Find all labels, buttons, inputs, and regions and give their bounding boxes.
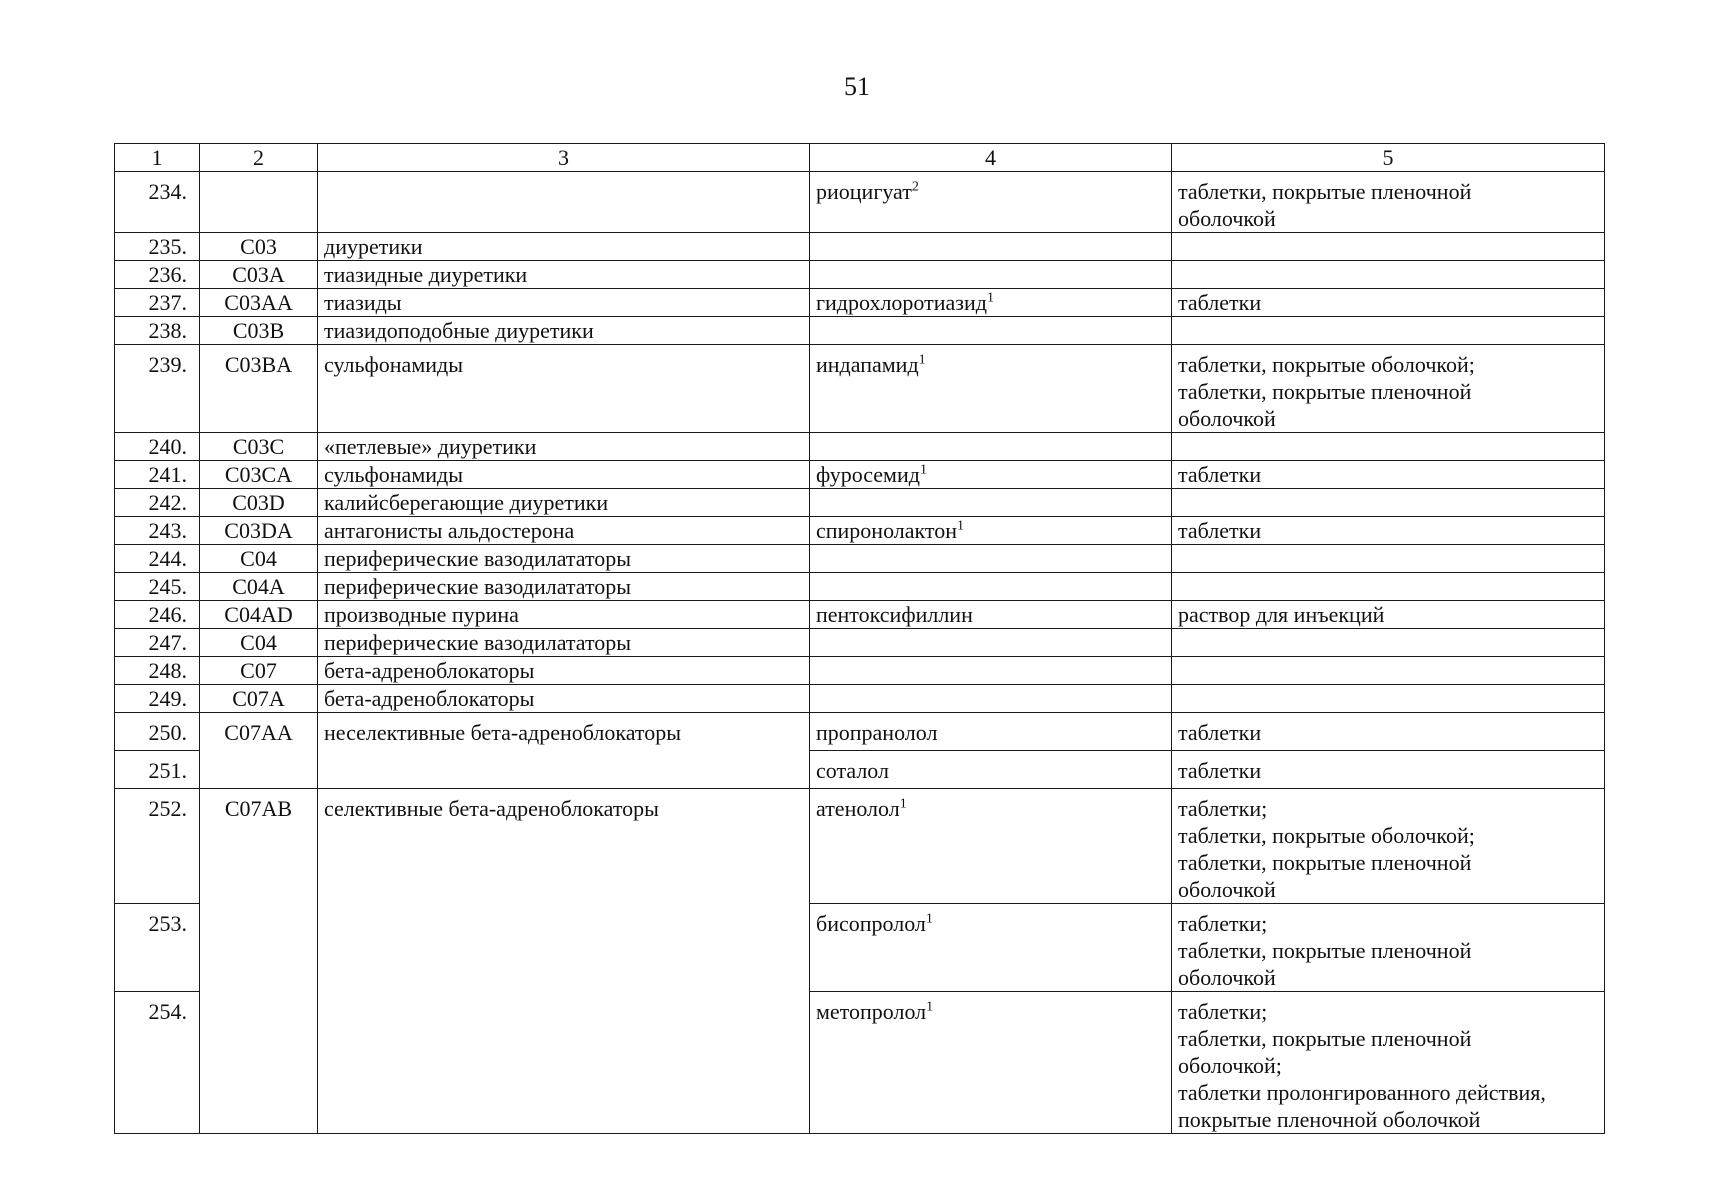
anatomical-group: калийсберегающие диуретики — [318, 489, 810, 517]
dosage-form-line: оболочкой; — [1178, 1053, 1282, 1078]
dosage-form-line: покрытые пленочной оболочкой — [1178, 1107, 1481, 1132]
anatomical-group: селективные бета-адреноблокаторы — [318, 789, 810, 1134]
row-number: 249. — [115, 685, 200, 713]
dosage-forms-cell — [1172, 489, 1605, 517]
drug-name-cell — [810, 685, 1172, 713]
row-number: 240. — [115, 433, 200, 461]
dosage-forms-cell — [1172, 657, 1605, 685]
dosage-form-line: оболочкой — [1178, 406, 1276, 431]
row-number: 244. — [115, 545, 200, 573]
anatomical-group: «петлевые» диуретики — [318, 433, 810, 461]
row-number: 246. — [115, 601, 200, 629]
row-number: 242. — [115, 489, 200, 517]
row-number: 239. — [115, 345, 200, 433]
atc-code: C03D — [200, 489, 318, 517]
dosage-forms-cell — [1172, 713, 1605, 751]
dosage-forms-cell — [1172, 751, 1605, 789]
atc-code: C03 — [200, 233, 318, 261]
dosage-forms-cell — [1172, 545, 1605, 573]
column-header: 4 — [810, 144, 1172, 172]
dosage-forms-cell — [1172, 345, 1605, 433]
table-row — [115, 789, 1605, 904]
dosage-form-line: таблетки, покрытые пленочной — [1178, 179, 1472, 204]
footnote-mark: 1 — [918, 352, 926, 368]
row-number: 238. — [115, 317, 200, 345]
anatomical-group: антагонисты альдостерона — [318, 517, 810, 545]
drug-name-cell — [810, 545, 1172, 573]
dosage-form-line: таблетки; — [1178, 911, 1268, 936]
dosage-form-line: таблетки; — [1178, 999, 1268, 1024]
atc-code: C04 — [200, 629, 318, 657]
drug-name-cell — [810, 261, 1172, 289]
anatomical-group: периферические вазодилататоры — [318, 629, 810, 657]
anatomical-group: сульфонамиды — [318, 345, 810, 433]
row-number: 236. — [115, 261, 200, 289]
atc-code: C03AA — [200, 289, 318, 317]
drug-name: спиронолактон — [816, 518, 958, 543]
drug-list-table — [114, 143, 1605, 1134]
dosage-forms-cell — [1172, 601, 1605, 629]
drug-name-cell — [810, 517, 1172, 545]
footnote-mark: 2 — [911, 179, 919, 195]
drug-name-cell — [810, 345, 1172, 433]
drug-name: метопролол — [816, 999, 927, 1024]
atc-code: C07AB — [200, 789, 318, 1134]
atc-code: C03C — [200, 433, 318, 461]
row-number: 253. — [115, 904, 200, 992]
anatomical-group: производные пурина — [318, 601, 810, 629]
row-number: 250. — [115, 713, 200, 751]
row-number: 235. — [115, 233, 200, 261]
drug-name: фуросемид — [816, 462, 920, 487]
atc-code: C04 — [200, 545, 318, 573]
dosage-forms-cell — [1172, 992, 1605, 1134]
table-row — [115, 461, 1605, 489]
drug-name-cell — [810, 657, 1172, 685]
dosage-form-line: таблетки, покрытые пленочной — [1178, 938, 1472, 963]
drug-name-cell — [810, 317, 1172, 345]
dosage-form-line: таблетки — [1178, 462, 1262, 487]
dosage-form-line: таблетки; — [1178, 796, 1268, 821]
dosage-form-line: таблетки, покрытые пленочной — [1178, 379, 1472, 404]
anatomical-group: тиазидные диуретики — [318, 261, 810, 289]
row-number: 245. — [115, 573, 200, 601]
dosage-form-line: таблетки — [1178, 518, 1262, 543]
anatomical-group: тиазидоподобные диуретики — [318, 317, 810, 345]
anatomical-group: периферические вазодилататоры — [318, 573, 810, 601]
table-row — [115, 517, 1605, 545]
dosage-form-line: таблетки, покрытые оболочкой; — [1178, 352, 1475, 377]
table-row — [115, 713, 1605, 751]
drug-name: атенолол — [816, 796, 900, 821]
dosage-forms-cell — [1172, 233, 1605, 261]
atc-code: C04A — [200, 573, 318, 601]
anatomical-group: бета-адреноблокаторы — [318, 657, 810, 685]
atc-code: C03B — [200, 317, 318, 345]
drug-name: бисопролол — [816, 911, 926, 936]
dosage-forms-cell — [1172, 573, 1605, 601]
column-header: 1 — [115, 144, 200, 172]
footnote-mark: 1 — [925, 911, 933, 927]
drug-name: пропранолол — [816, 720, 938, 745]
row-number: 248. — [115, 657, 200, 685]
table-row — [115, 261, 1605, 289]
column-header: 2 — [200, 144, 318, 172]
table-row — [115, 601, 1605, 629]
atc-code: C03DA — [200, 517, 318, 545]
dosage-forms-cell — [1172, 789, 1605, 904]
anatomical-group: неселективные бета-адреноблокаторы — [318, 713, 810, 789]
row-number: 254. — [115, 992, 200, 1134]
row-number: 252. — [115, 789, 200, 904]
anatomical-group: диуретики — [318, 233, 810, 261]
atc-code: C07A — [200, 685, 318, 713]
drug-name: гидрохлоротиазид — [816, 290, 987, 315]
table-row — [115, 629, 1605, 657]
dosage-forms-cell — [1172, 433, 1605, 461]
drug-name: соталол — [816, 758, 889, 783]
drug-name: индапамид — [816, 352, 919, 377]
anatomical-group: периферические вазодилататоры — [318, 545, 810, 573]
table-row — [115, 289, 1605, 317]
dosage-forms-cell — [1172, 289, 1605, 317]
dosage-form-line: таблетки пролонгированного действия, — [1178, 1080, 1546, 1105]
dosage-forms-cell — [1172, 261, 1605, 289]
row-number: 241. — [115, 461, 200, 489]
footnote-mark: 1 — [899, 796, 907, 812]
column-header: 5 — [1172, 144, 1605, 172]
drug-name: пентоксифиллин — [816, 602, 973, 627]
footnote-mark: 1 — [919, 462, 927, 478]
dosage-forms-cell — [1172, 317, 1605, 345]
drug-name-cell — [810, 233, 1172, 261]
table-row — [115, 172, 1605, 233]
atc-code: C07AA — [200, 713, 318, 789]
drug-name-cell — [810, 629, 1172, 657]
dosage-forms-cell — [1172, 461, 1605, 489]
row-number: 247. — [115, 629, 200, 657]
drug-name-cell — [810, 573, 1172, 601]
drug-name-cell — [810, 172, 1172, 233]
drug-name-cell — [810, 289, 1172, 317]
dosage-form-line: таблетки, покрытые оболочкой; — [1178, 823, 1475, 848]
table-row — [115, 233, 1605, 261]
dosage-forms-cell — [1172, 685, 1605, 713]
anatomical-group: бета-адреноблокаторы — [318, 685, 810, 713]
atc-code: C03A — [200, 261, 318, 289]
table-row — [115, 545, 1605, 573]
atc-code: C04AD — [200, 601, 318, 629]
drug-name-cell — [810, 601, 1172, 629]
drug-name-cell — [810, 433, 1172, 461]
row-number: 251. — [115, 751, 200, 789]
footnote-mark: 1 — [957, 518, 965, 534]
page-number: 51 — [844, 72, 870, 101]
table-row — [115, 433, 1605, 461]
footnote-mark: 1 — [926, 999, 934, 1015]
dosage-forms-cell — [1172, 172, 1605, 233]
dosage-form-line: таблетки — [1178, 758, 1262, 783]
drug-name-cell — [810, 461, 1172, 489]
table-row — [115, 489, 1605, 517]
dosage-form-line: раствор для инъекций — [1178, 602, 1385, 627]
dosage-form-line: оболочкой — [1178, 965, 1276, 990]
drug-name-cell — [810, 489, 1172, 517]
dosage-forms-cell — [1172, 629, 1605, 657]
dosage-form-line: оболочкой — [1178, 877, 1276, 902]
atc-code: C07 — [200, 657, 318, 685]
dosage-forms-cell — [1172, 517, 1605, 545]
table-row — [115, 573, 1605, 601]
table-row — [115, 345, 1605, 433]
drug-name-cell — [810, 992, 1172, 1134]
atc-code: C03BA — [200, 345, 318, 433]
dosage-form-line: таблетки, покрытые пленочной — [1178, 1026, 1472, 1051]
drug-name-cell — [810, 789, 1172, 904]
dosage-form-line: таблетки, покрытые пленочной — [1178, 850, 1472, 875]
anatomical-group: сульфонамиды — [318, 461, 810, 489]
dosage-form-line: таблетки — [1178, 290, 1262, 315]
column-header: 3 — [318, 144, 810, 172]
table-row — [115, 657, 1605, 685]
row-number: 243. — [115, 517, 200, 545]
table-header-row — [115, 144, 1605, 172]
dosage-form-line: таблетки — [1178, 720, 1262, 745]
row-number: 237. — [115, 289, 200, 317]
atc-code: C03CA — [200, 461, 318, 489]
anatomical-group — [318, 172, 810, 233]
drug-name-cell — [810, 904, 1172, 992]
atc-code — [200, 172, 318, 233]
drug-name-cell — [810, 713, 1172, 751]
anatomical-group: тиазиды — [318, 289, 810, 317]
footnote-mark: 1 — [986, 290, 994, 306]
dosage-form-line: оболочкой — [1178, 206, 1276, 231]
table-row — [115, 317, 1605, 345]
row-number: 234. — [115, 172, 200, 233]
drug-name-cell — [810, 751, 1172, 789]
table-row — [115, 685, 1605, 713]
drug-name: риоцигуат — [816, 179, 912, 204]
dosage-forms-cell — [1172, 904, 1605, 992]
